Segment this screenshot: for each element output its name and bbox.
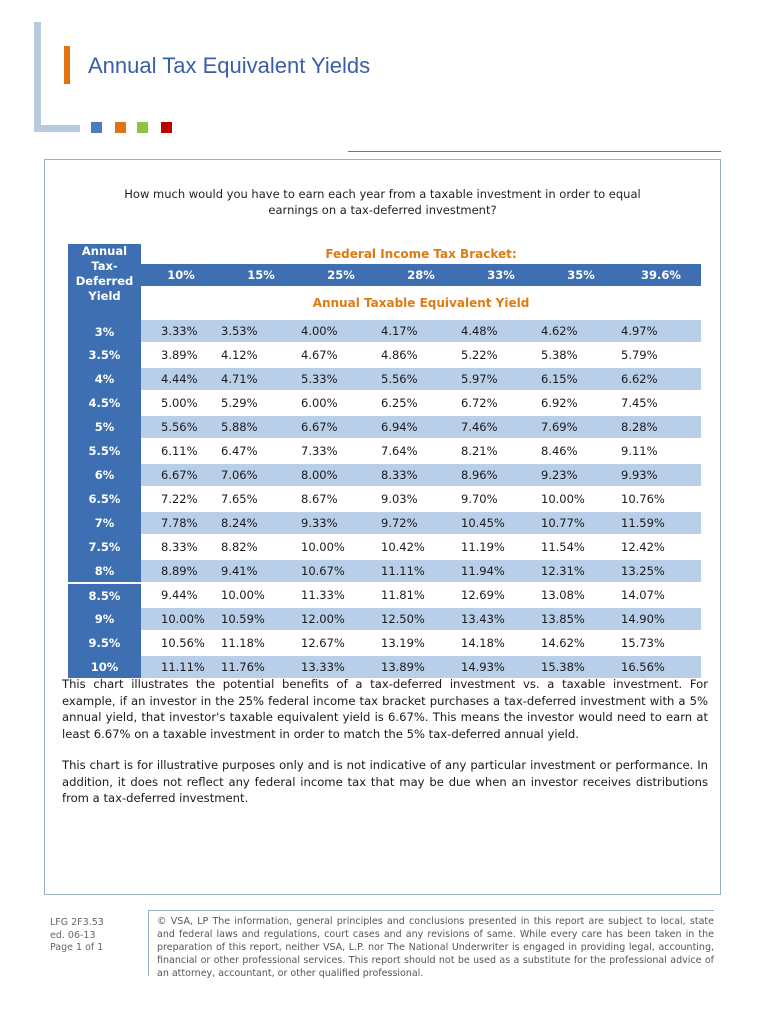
- table-cell: 7.06%: [221, 463, 301, 487]
- table-cell: 6.62%: [621, 367, 701, 391]
- tax-deferred-yield: 5%: [68, 415, 141, 439]
- table-cell: 7.22%: [141, 487, 221, 511]
- table-cell: 8.33%: [381, 463, 461, 487]
- corner-bracket-horizontal: [34, 125, 80, 132]
- table-cell: 9.44%: [141, 583, 221, 607]
- table-cell: 10.56%: [141, 631, 221, 655]
- table-cell: 5.33%: [301, 367, 381, 391]
- yield-title-row: [68, 286, 701, 320]
- table-cell: 12.00%: [301, 607, 381, 631]
- tax-deferred-yield: 8.5%: [68, 583, 141, 607]
- tax-deferred-yield: 9.5%: [68, 631, 141, 655]
- table-cell: 3.89%: [141, 343, 221, 367]
- table-cell: 4.48%: [461, 320, 541, 343]
- table-cell: 3.53%: [221, 320, 301, 343]
- table-cell: 6.25%: [381, 391, 461, 415]
- disclaimer-paragraph: This chart is for illustrative purposes only and is not indicative of any particular investment or performance. In addition, it does not reflect any federal income tax that may be due when an investor receives distributions from a tax-deferred investment.: [62, 758, 708, 805]
- table-cell: 4.71%: [221, 367, 301, 391]
- table-cell: 13.43%: [461, 607, 541, 631]
- table-cell: 8.00%: [301, 463, 381, 487]
- footer-reference: [50, 917, 104, 955]
- table-row: [68, 607, 701, 631]
- table-cell: 8.21%: [461, 439, 541, 463]
- table-cell: 11.59%: [621, 511, 701, 535]
- table-cell: 14.90%: [621, 607, 701, 631]
- table-cell: 8.33%: [141, 535, 221, 559]
- orange-square-icon: [115, 122, 126, 133]
- header-rule: [348, 151, 721, 152]
- table-cell: 5.88%: [221, 415, 301, 439]
- table-cell: 9.93%: [621, 463, 701, 487]
- table-cell: 6.94%: [381, 415, 461, 439]
- table-cell: 13.08%: [541, 583, 621, 607]
- bracket-title: Federal Income Tax Bracket:: [325, 247, 517, 261]
- table-cell: 7.46%: [461, 415, 541, 439]
- table-cell: 4.44%: [141, 367, 221, 391]
- table-header-row: [68, 244, 701, 264]
- table-cell: 7.45%: [621, 391, 701, 415]
- tax-deferred-yield: 3%: [68, 320, 141, 343]
- bracket-header: 25%: [301, 264, 381, 286]
- table-cell: 14.93%: [461, 655, 541, 678]
- table-cell: 13.19%: [381, 631, 461, 655]
- bracket-header: 15%: [221, 264, 301, 286]
- table-cell: 12.31%: [541, 559, 621, 583]
- yield-title: Annual Taxable Equivalent Yield: [312, 296, 530, 310]
- table-cell: 6.67%: [301, 415, 381, 439]
- table-cell: 6.00%: [301, 391, 381, 415]
- table-row: [68, 343, 701, 367]
- table-cell: 4.12%: [221, 343, 301, 367]
- table-cell: 10.59%: [221, 607, 301, 631]
- yield-table: [68, 244, 701, 678]
- green-square-icon: [137, 122, 148, 133]
- tax-deferred-yield: 8%: [68, 559, 141, 583]
- table-cell: 9.33%: [301, 511, 381, 535]
- table-cell: 5.97%: [461, 367, 541, 391]
- table-row: [68, 655, 701, 678]
- table-cell: 9.72%: [381, 511, 461, 535]
- table-cell: 11.94%: [461, 559, 541, 583]
- table-cell: 3.33%: [141, 320, 221, 343]
- table-cell: 8.67%: [301, 487, 381, 511]
- table-row: [68, 511, 701, 535]
- table-cell: 13.25%: [621, 559, 701, 583]
- tax-deferred-yield: 6%: [68, 463, 141, 487]
- table-cell: 14.62%: [541, 631, 621, 655]
- form-code: LFG 2F3.53: [50, 917, 104, 928]
- tax-deferred-yield: 7.5%: [68, 535, 141, 559]
- table-cell: 11.18%: [221, 631, 301, 655]
- table-cell: 10.67%: [301, 559, 381, 583]
- table-cell: 10.00%: [541, 487, 621, 511]
- table-cell: 7.69%: [541, 415, 621, 439]
- table-cell: 8.24%: [221, 511, 301, 535]
- tax-deferred-yield: 5.5%: [68, 439, 141, 463]
- table-cell: 10.00%: [221, 583, 301, 607]
- table-cell: 5.79%: [621, 343, 701, 367]
- table-cell: 7.65%: [221, 487, 301, 511]
- table-cell: 10.77%: [541, 511, 621, 535]
- table-cell: 10.76%: [621, 487, 701, 511]
- table-row: [68, 367, 701, 391]
- table-row: [68, 559, 701, 583]
- table-cell: 11.33%: [301, 583, 381, 607]
- table-row: [68, 487, 701, 511]
- table-cell: 10.00%: [301, 535, 381, 559]
- table-cell: 11.11%: [141, 655, 221, 678]
- corner-bracket-vertical: [34, 22, 41, 132]
- tax-deferred-yield: 3.5%: [68, 343, 141, 367]
- tax-deferred-yield: 9%: [68, 607, 141, 631]
- table-cell: 7.78%: [141, 511, 221, 535]
- edition: ed. 06-13: [50, 929, 96, 941]
- table-cell: 8.96%: [461, 463, 541, 487]
- blue-square-icon: [91, 122, 102, 133]
- red-square-icon: [161, 122, 172, 133]
- table-cell: 12.69%: [461, 583, 541, 607]
- table-cell: 5.00%: [141, 391, 221, 415]
- bracket-header: 28%: [381, 264, 461, 286]
- table-cell: 4.97%: [621, 320, 701, 343]
- table-cell: 6.67%: [141, 463, 221, 487]
- table-cell: 4.62%: [541, 320, 621, 343]
- table-row: [68, 415, 701, 439]
- table-cell: 5.38%: [541, 343, 621, 367]
- table-cell: 5.56%: [141, 415, 221, 439]
- bracket-header: 33%: [461, 264, 541, 286]
- table-cell: 9.41%: [221, 559, 301, 583]
- table-cell: 16.56%: [621, 655, 701, 678]
- footer-disclaimer: © VSA, LP The information, general principles and conclusions presented in this report are subject to local, state and federal laws and regulations, court cases and any revisions of same. While every care has been taken in the preparation of this report, neither VSA, L.P. nor The National Underwriter is engaged in providing legal, accounting, financial or other professional services. This report should not be used as a substitute for the professional advice of an attorney, accountant, or other qualified professional.: [148, 910, 714, 976]
- bracket-header: 10%: [141, 264, 221, 286]
- table-cell: 15.38%: [541, 655, 621, 678]
- table-cell: 8.82%: [221, 535, 301, 559]
- table-cell: 9.11%: [621, 439, 701, 463]
- table-row: [68, 439, 701, 463]
- table-cell: 7.33%: [301, 439, 381, 463]
- table-cell: 14.07%: [621, 583, 701, 607]
- table-cell: 9.23%: [541, 463, 621, 487]
- table-cell: 4.86%: [381, 343, 461, 367]
- table-cell: 6.72%: [461, 391, 541, 415]
- table-cell: 6.92%: [541, 391, 621, 415]
- table-cell: 8.89%: [141, 559, 221, 583]
- table-cell: 14.18%: [461, 631, 541, 655]
- table-cell: 10.00%: [141, 607, 221, 631]
- explanation-paragraph: This chart illustrates the potential benefits of a tax-deferred investment vs. a taxable investment. For example, if an investor in the 25% federal income tax bracket purchases a tax-deferred investment with a 5% annual yield, that investor's taxable equivalent yield is 6.67%. This means the investor would need to earn at least 6.67% on a taxable investment in order to match the 5% tax-deferred annual yield.: [62, 677, 708, 741]
- table-cell: 8.28%: [621, 415, 701, 439]
- table-cell: 5.29%: [221, 391, 301, 415]
- tax-deferred-yield: 4%: [68, 367, 141, 391]
- table-cell: 5.22%: [461, 343, 541, 367]
- table-cell: 11.11%: [381, 559, 461, 583]
- table-cell: 13.33%: [301, 655, 381, 678]
- table-cell: 10.42%: [381, 535, 461, 559]
- table-row: [68, 391, 701, 415]
- table-cell: 5.56%: [381, 367, 461, 391]
- table-cell: 12.67%: [301, 631, 381, 655]
- tax-deferred-yield: 6.5%: [68, 487, 141, 511]
- table-row: [68, 535, 701, 559]
- table-cell: 11.54%: [541, 535, 621, 559]
- table-cell: 4.67%: [301, 343, 381, 367]
- tax-deferred-yield: 10%: [68, 655, 141, 678]
- table-cell: 11.76%: [221, 655, 301, 678]
- table-cell: 6.15%: [541, 367, 621, 391]
- table-cell: 12.50%: [381, 607, 461, 631]
- tax-deferred-yield: 7%: [68, 511, 141, 535]
- corner-header: Annual Tax-Deferred Yield: [68, 244, 141, 320]
- page-number: Page 1 of 1: [50, 942, 104, 953]
- table-cell: 11.81%: [381, 583, 461, 607]
- table-cell: 9.70%: [461, 487, 541, 511]
- tax-deferred-yield: 4.5%: [68, 391, 141, 415]
- table-cell: 4.00%: [301, 320, 381, 343]
- question-text: How much would you have to earn each year from a taxable investment in order to equal earnings on a tax-deferred investment?: [124, 187, 641, 217]
- page-title: Annual Tax Equivalent Yields: [88, 53, 371, 78]
- table-cell: 4.17%: [381, 320, 461, 343]
- table-row: [68, 631, 701, 655]
- table-cell: 15.73%: [621, 631, 701, 655]
- table-row: [68, 463, 701, 487]
- table-cell: 9.03%: [381, 487, 461, 511]
- table-cell: 12.42%: [621, 535, 701, 559]
- table-cell: 13.85%: [541, 607, 621, 631]
- table-cell: 6.11%: [141, 439, 221, 463]
- title-accent-bar: [64, 46, 70, 84]
- table-cell: 6.47%: [221, 439, 301, 463]
- table-row: [68, 320, 701, 343]
- table-cell: 11.19%: [461, 535, 541, 559]
- table-cell: 13.89%: [381, 655, 461, 678]
- table-cell: 10.45%: [461, 511, 541, 535]
- table-cell: 7.64%: [381, 439, 461, 463]
- bracket-header: 39.6%: [621, 264, 701, 286]
- table-cell: 8.46%: [541, 439, 621, 463]
- bracket-row: [68, 264, 701, 286]
- bracket-header: 35%: [541, 264, 621, 286]
- table-row: [68, 583, 701, 607]
